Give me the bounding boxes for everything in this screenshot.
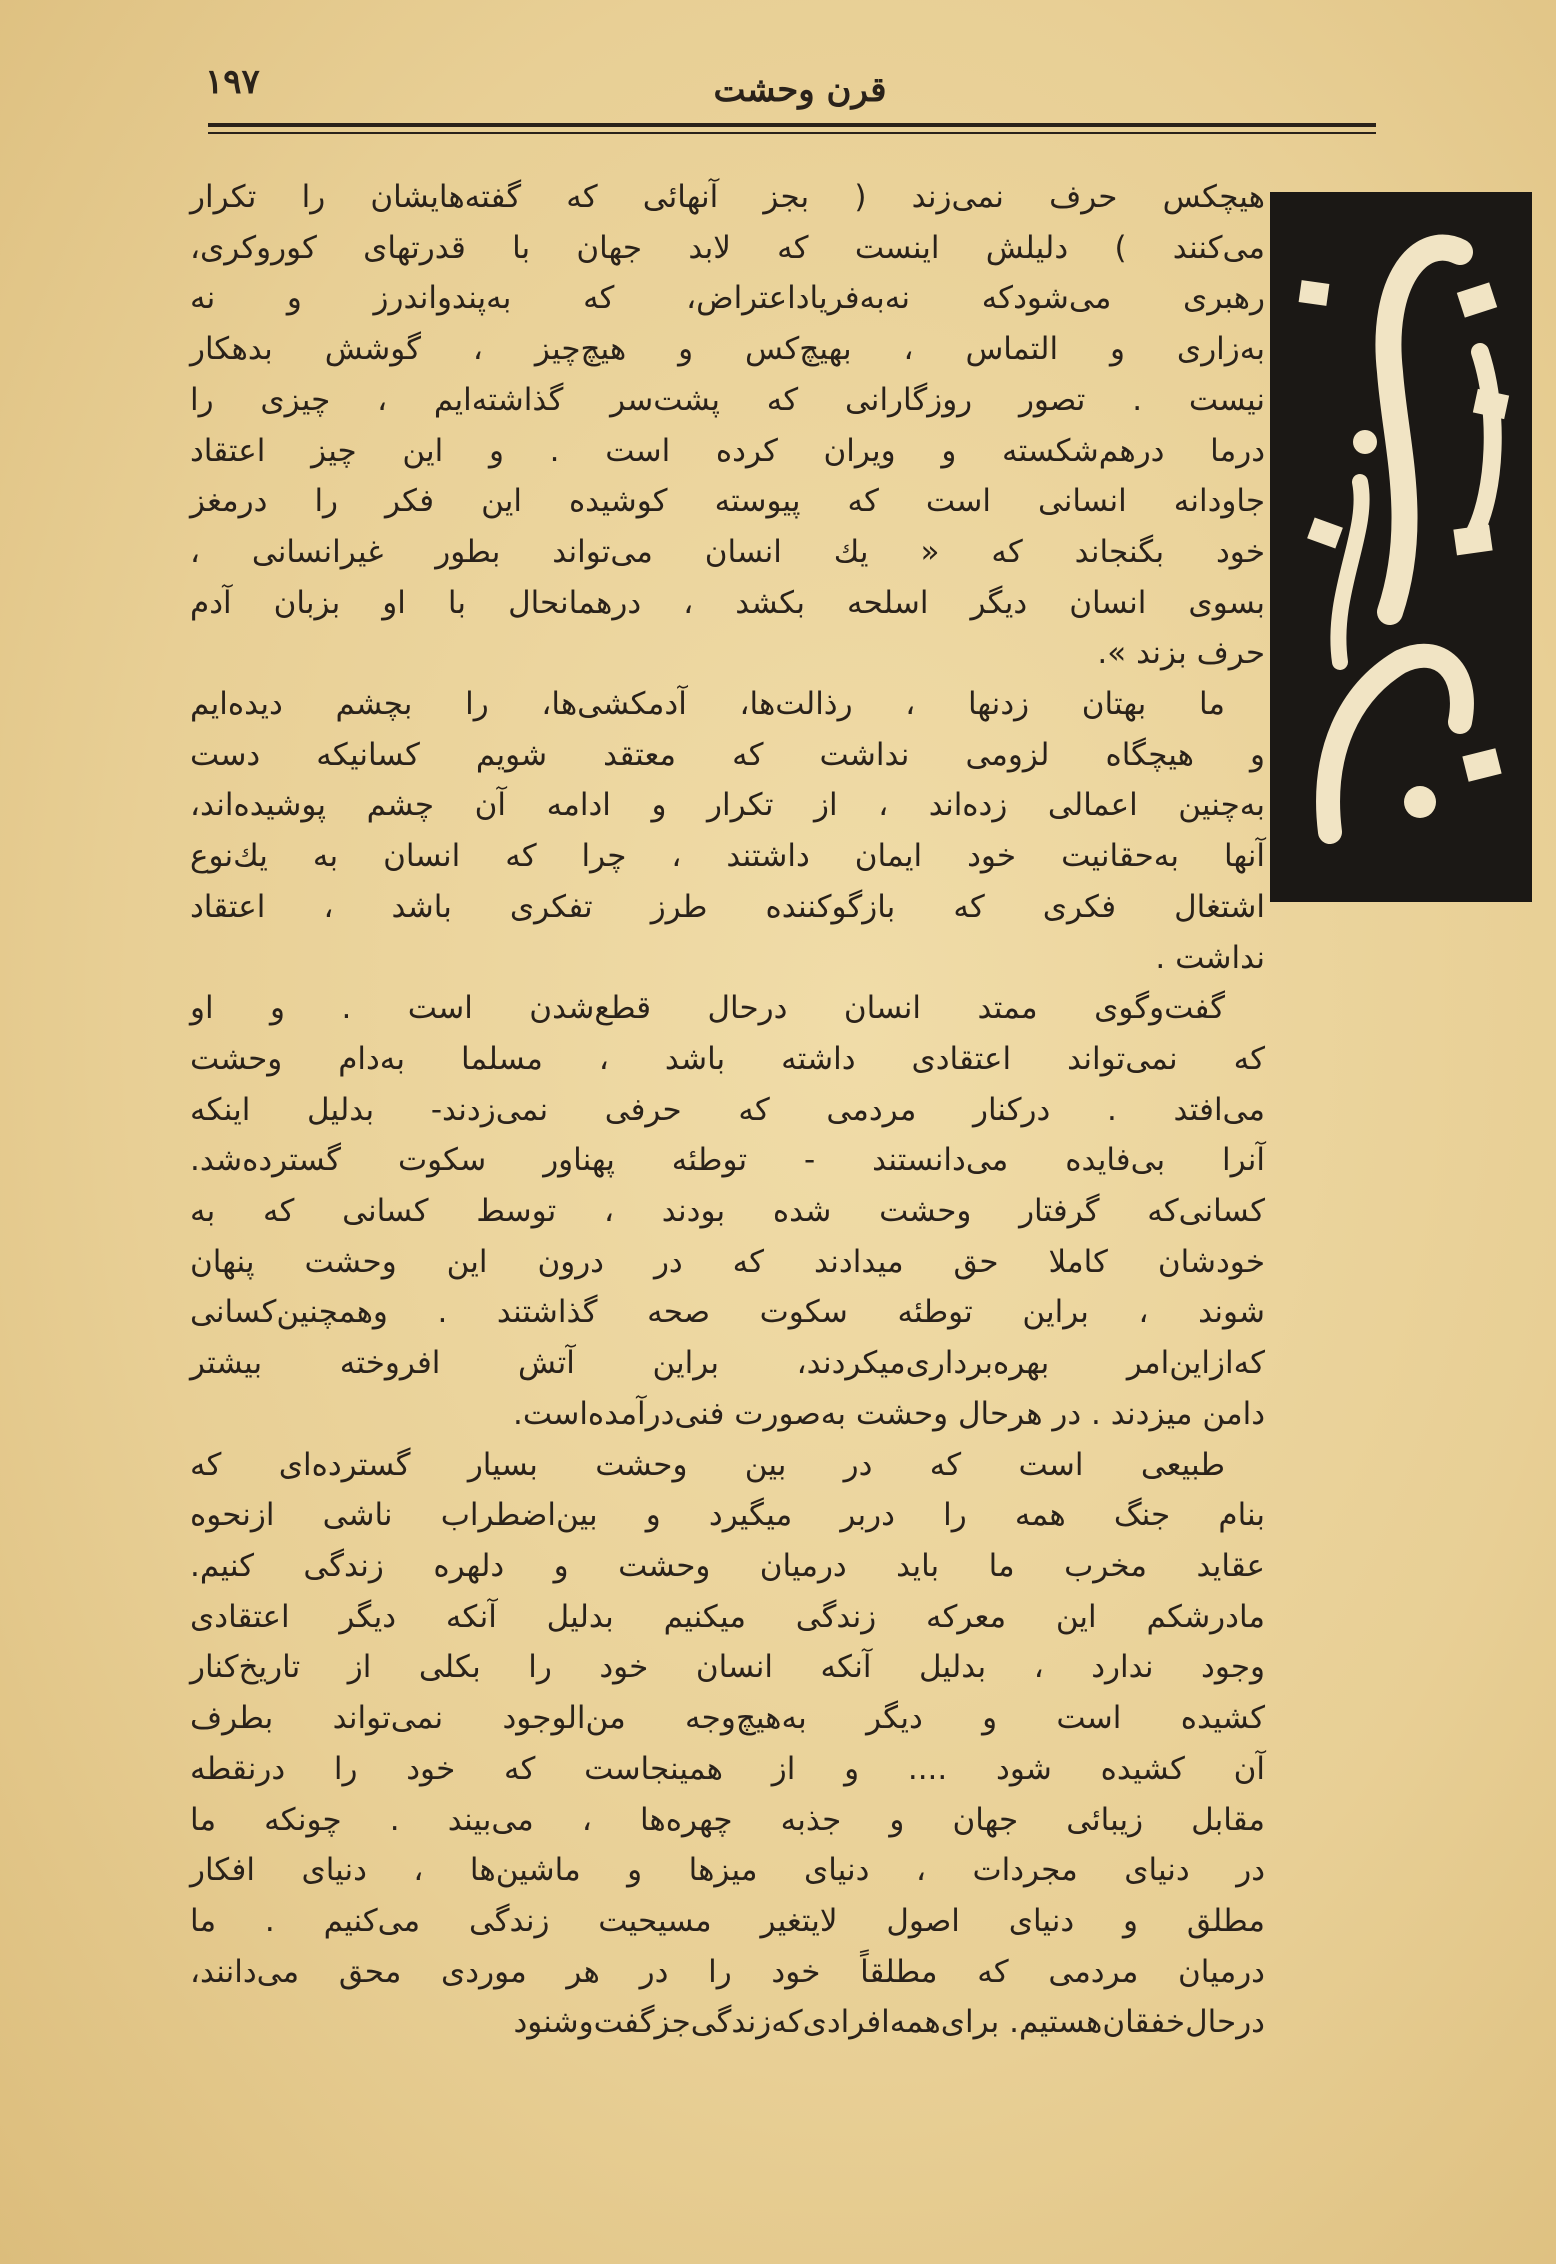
- text-line: عقاید مخرب ما باید درمیان وحشت و دلهره زندگی کنیم.: [190, 1547, 1265, 1584]
- text-line: ما بهتان زدنها ، رذالت‌ها، آدمکشی‌ها، را بچشم دیده‌ایم: [190, 686, 1225, 723]
- article-body: [190, 172, 1265, 2048]
- header-rule-thick: [208, 123, 1376, 127]
- text-line: به‌زاری و التماس ، بهیچ‌کس و هیچ‌چیز ، گوشش بدهکار: [190, 331, 1265, 368]
- calligraphy-icon: [1270, 192, 1532, 902]
- text-line: مقابل زیبائی جهان و جذبه چهره‌ها ، می‌بیند . چونکه ما: [190, 1801, 1265, 1838]
- text-line: و هیچگاه لزومی نداشت که معتقد شویم کسانیکه دست: [190, 736, 1265, 773]
- header-rule-thin: [208, 132, 1376, 134]
- paragraph: [190, 1440, 1265, 2048]
- text-line: دامن میزدند . در هرحال وحشت به‌صورت فنی‌درآمده‌است.: [513, 1395, 1265, 1432]
- text-line: وجود ندارد ، بدلیل آنکه انسان خود را بکلی از تاریخ‌کنار: [190, 1649, 1265, 1686]
- text-line: در دنیای مجردات ، دنیای میزها و ماشین‌ها ، دنیای افکار: [190, 1852, 1265, 1889]
- text-line: حرف بزند ».: [1097, 635, 1265, 672]
- text-line: که‌ازاین‌امر بهره‌برداری‌میکردند، براین آتش افروخته بیشتر: [190, 1345, 1265, 1382]
- text-line: که نمی‌تواند اعتقادی داشته باشد ، مسلما به‌دام وحشت: [190, 1040, 1265, 1077]
- text-line: به‌چنین اعمالی زده‌اند ، از تکرار و ادامه آن چشم پوشیده‌اند،: [190, 787, 1265, 824]
- text-line: نیست . تصور روزگارانی که پشت‌سر گذاشته‌ایم ، چیزی را: [190, 381, 1265, 418]
- text-line: اشتغال فکری که بازگوکننده طرز تفکری باشد ، اعتقاد: [190, 888, 1265, 925]
- paragraph: [190, 679, 1265, 983]
- text-line: می‌افتد . درکنار مردمی که حرفی نمی‌زدند- بدلیل اینکه: [190, 1091, 1265, 1128]
- text-line: کسانی‌که گرفتار وحشت شده بودند ، توسط کسانی که به: [190, 1193, 1265, 1230]
- text-line: می‌کنند ) دلیلش اینست که لابد جهان با قدرتهای کوروکری،: [190, 229, 1265, 266]
- text-line: آن کشیده شود .... و از همینجاست که خود را درنقطه: [190, 1750, 1265, 1787]
- calligraphy-side-block: [1270, 192, 1532, 902]
- text-line: جاودانه انسانی است که پیوسته کوشیده این فکر را درمغز: [190, 483, 1265, 520]
- text-line: مطلق و دنیای اصول لایتغیر مسیحیت زندگی می‌کنیم . ما: [190, 1902, 1265, 1939]
- paragraph: [190, 983, 1265, 1439]
- text-line: نداشت .: [1155, 939, 1265, 976]
- text-line: خودشان کاملا حق میدادند که در درون این وحشت پنهان: [190, 1243, 1265, 1280]
- paragraph: [190, 172, 1265, 679]
- text-line: خود بگنجاند که « یك انسان می‌تواند بطور غیرانسانی ،: [190, 533, 1265, 570]
- text-line: شوند ، براین توطئه سکوت صحه گذاشتند . وهمچنین‌کسانی: [190, 1294, 1265, 1331]
- text-line: آنرا بی‌فایده می‌دانستند - توطئه پهناور سکوت گسترده‌شد.: [190, 1142, 1265, 1179]
- text-line: گفت‌وگوی ممتد انسان درحال قطع‌شدن است . و او: [190, 990, 1225, 1027]
- text-line: رهبری می‌شودکه نه‌به‌فریاداعتراض، که به‌پندواندرز و نه: [190, 280, 1265, 317]
- text-line: مادرشکم این معرکه زندگی میکنیم بدلیل آنکه دیگر اعتقادی: [190, 1598, 1265, 1635]
- text-line: کشیده است و دیگر به‌هیچ‌وجه من‌الوجود نمی‌تواند بطرف: [190, 1700, 1265, 1737]
- running-title: قرن وحشت: [713, 70, 887, 110]
- text-line: آنها به‌حقانیت خود ایمان داشتند ، چرا که انسان به یك‌نوع: [190, 838, 1265, 875]
- text-line: درحال‌خفقان‌هستیم. برای‌همه‌افرادی‌که‌زندگی‌جز‌گفت‌وشنود: [513, 2004, 1265, 2041]
- text-line: هیچکس حرف نمی‌زند ( بجز آنهائی که گفته‌هایشان را تکرار: [190, 179, 1265, 215]
- text-line: بنام جنگ همه را دربر میگیرد و بین‌اضطراب ناشی ازنحوه: [190, 1497, 1265, 1534]
- text-line: بسوی انسان دیگر اسلحه بکشد ، درهمانحال با او بزبان آدم: [190, 584, 1265, 621]
- text-line: درما درهم‌شکسته و ویران کرده است . و این چیز اعتقاد: [190, 432, 1265, 469]
- page-number: ۱۹۷: [205, 62, 260, 102]
- text-line: درمیان مردمی که مطلقاً خود را در هر موردی محق می‌دانند،: [190, 1953, 1265, 1990]
- text-line: طبیعی است که در بین وحشت بسیار گسترده‌ای که: [190, 1446, 1225, 1483]
